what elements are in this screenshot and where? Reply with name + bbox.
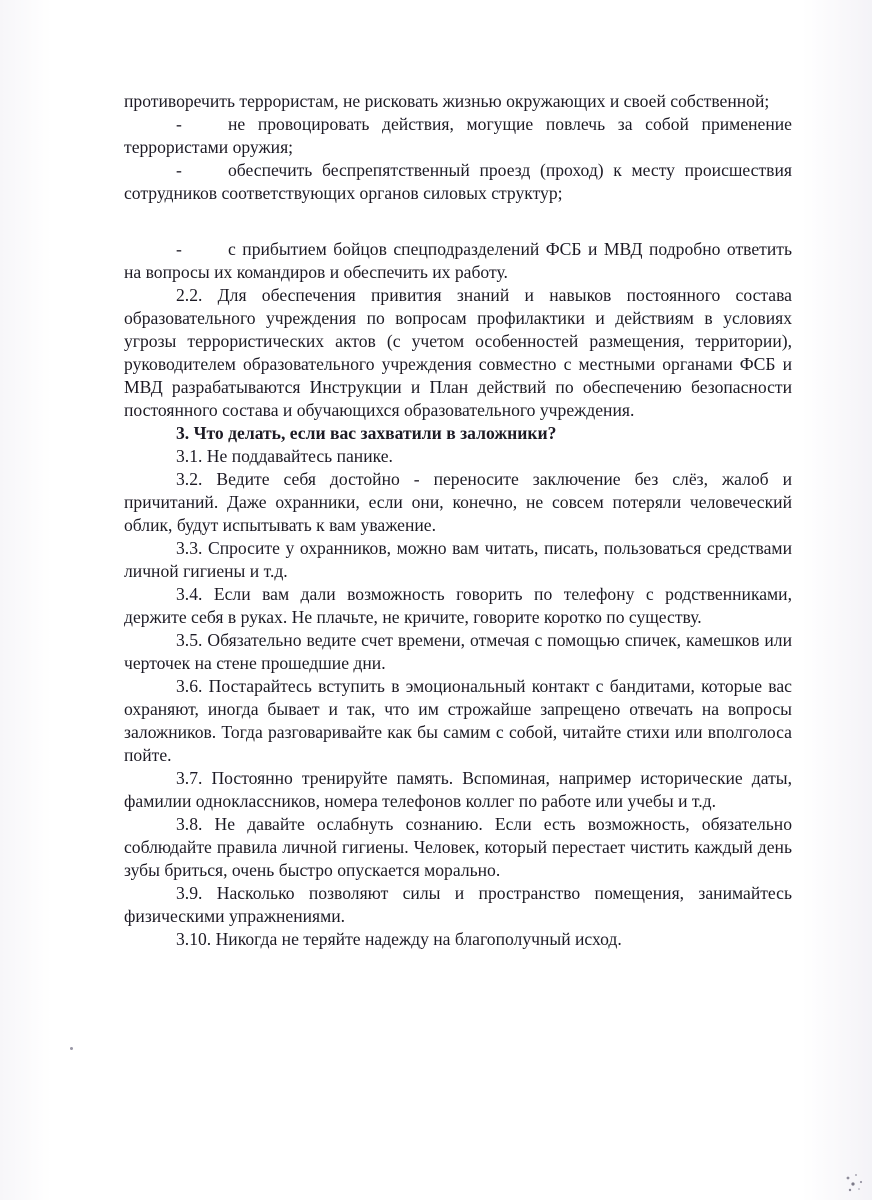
- bullet-text: не провоцировать действия, могущие повлечь за собой применение террористами оружия;: [124, 114, 792, 157]
- bullet-dash: -: [176, 239, 182, 259]
- blank-gap: [124, 228, 792, 238]
- item-3-3: 3.3. Спросите у охранников, можно вам читать, писать, пользоваться средствами личной гигиены и т.д.: [124, 538, 792, 581]
- item-3-1: 3.1. Не поддавайтесь панике.: [176, 446, 393, 466]
- bullet-text: обеспечить беспрепятственный проезд (проход) к месту происшествия сотрудников соответствующих органов силовых структур;: [124, 160, 792, 203]
- item-3-6: 3.6. Постарайтесь вступить в эмоциональный контакт с бандитами, которые вас охраняют, иногда бывает и так, что им строжайше запрещено отвечать на вопросы заложников. Тогда разговаривайте как бы самим с собой, читайте стихи или вполголоса пойте.: [124, 676, 792, 765]
- item-3-4: 3.4. Если вам дали возможность говорить по телефону с родственниками, держите себя в руках. Не плачьте, не кричите, говорите коротко по существу.: [124, 584, 792, 627]
- item-3-2: 3.2. Ведите себя достойно - переносите заключение без слёз, жалоб и причитаний. Даже охранники, если они, конечно, не совсем потеряли человеческий облик, будут испытывать к вам уважение.: [124, 469, 792, 535]
- scan-speck: [70, 1047, 73, 1050]
- bullet-item: [124, 238, 792, 284]
- section-3-heading: 3. Что делать, если вас захватили в заложники?: [176, 423, 557, 443]
- bullet-dash: -: [176, 160, 182, 180]
- bullet-item: [124, 113, 792, 159]
- document-body: [124, 90, 792, 951]
- item-3-10: 3.10. Никогда не теряйте надежду на благополучный исход.: [176, 929, 622, 949]
- blank-gap: [124, 205, 792, 228]
- paragraph-2-2: 2.2. Для обеспечения привития знаний и навыков постоянного состава образовательного учреждения по вопросам профилактики и действиям в условиях угрозы террористических актов (с учетом особенностей размещения, территории), руководителем образовательного учреждения совместно с местными органами ФСБ и МВД разрабатываются Инструкции и План действий по обеспечению безопасности постоянного состава и обучающихся образовательного учреждения.: [124, 285, 792, 420]
- item-3-9: 3.9. Насколько позволяют силы и пространство помещения, занимайтесь физическими упражнениями.: [124, 883, 792, 926]
- item-3-7: 3.7. Постоянно тренируйте память. Вспоминая, например исторические даты, фамилии одноклассников, номера телефонов коллег по работе или учебы и т.д.: [124, 768, 792, 811]
- scan-artifact-icon: [842, 1170, 866, 1194]
- intro-continuation: противоречить террористам, не рисковать жизнью окружающих и своей собственной;: [124, 91, 770, 111]
- bullet-item: [124, 159, 792, 205]
- item-3-8: 3.8. Не давайте ослабнуть сознанию. Если есть возможность, обязательно соблюдайте правила личной гигиены. Человек, который перестает чистить каждый день зубы бриться, очень быстро опускается морально.: [124, 814, 792, 880]
- item-3-5: 3.5. Обязательно ведите счет времени, отмечая с помощью спичек, камешков или черточек на стене прошедшие дни.: [124, 630, 792, 673]
- bullet-text: с прибытием бойцов спецподразделений ФСБ и МВД подробно ответить на вопросы их командиров и обеспечить их работу.: [124, 239, 792, 282]
- bullet-dash: -: [176, 114, 182, 134]
